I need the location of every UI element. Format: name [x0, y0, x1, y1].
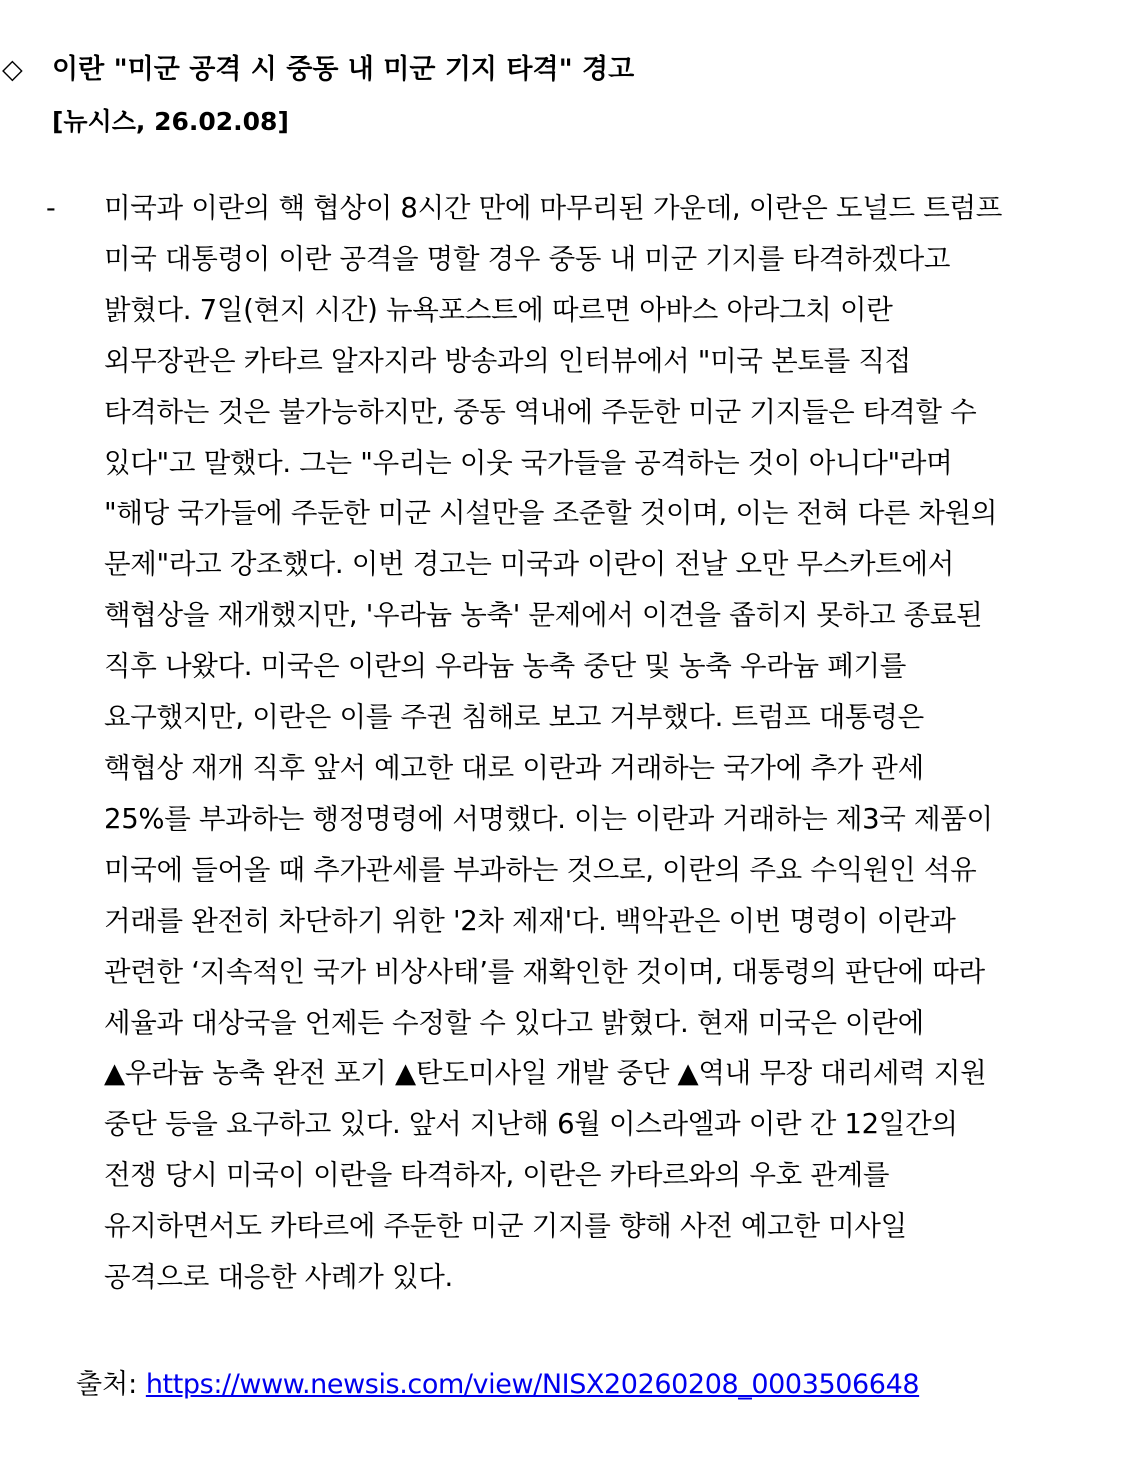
body-text-line: 전쟁 당시 미국이 이란을 타격하자, 이란은 카타르와의 우호 관계를	[104, 1159, 890, 1192]
body-text-line: 미국 대통령이 이란 공격을 명할 경우 중동 내 미군 기지를 타격하겠다고	[104, 242, 951, 275]
source-link[interactable]: https://www.newsis.com/view/NISX20260208_0003506648	[145, 1369, 920, 1400]
body-text-line: 중단 등을 요구하고 있다. 앞서 지난해 6월 이스라엘과 이란 간 12일간의	[104, 1108, 958, 1141]
body-text-line: 밝혔다. 7일(현지 시간) 뉴욕포스트에 따르면 아바스 아라그치 이란	[104, 293, 893, 326]
source-label: 출처:	[76, 1369, 146, 1400]
article-header	[0, 44, 1134, 148]
article-source-date: [뉴시스, 26.02.08]	[52, 107, 289, 136]
body-text-line: "해당 국가들에 주둔한 미군 시설만을 조준할 것이며, 이는 전혀 다른 차원의	[104, 497, 998, 530]
list-dash: -	[46, 193, 56, 224]
body-text-line: 세율과 대상국을 언제든 수정할 수 있다고 밝혔다. 현재 미국은 이란에	[104, 1006, 924, 1039]
article-title: 이란 "미군 공격 시 중동 내 미군 기지 타격" 경고	[52, 54, 635, 85]
body-text-line: 관련한 ‘지속적인 국가 비상사태’를 재확인한 것이며, 대통령의 판단에 따라	[104, 955, 985, 988]
source-footer	[76, 1363, 919, 1407]
body-text-line: 외무장관은 카타르 알자지라 방송과의 인터뷰에서 "미국 본토를 직접	[104, 344, 911, 377]
article-title-row	[0, 44, 1134, 96]
body-text-line: 25%를 부과하는 행정명령에 서명했다. 이는 이란과 거래하는 제3국 제품이	[104, 802, 993, 835]
diamond-bullet-icon: ◇	[2, 54, 23, 85]
body-text-line: 타격하는 것은 불가능하지만, 중동 역내에 주둔한 미군 기지들은 타격할 수	[104, 395, 977, 428]
body-text-line: 핵협상 재개 직후 앞서 예고한 대로 이란과 거래하는 국가에 추가 관세	[104, 751, 924, 784]
body-text-line: ▲우라늄 농축 완전 포기 ▲탄도미사일 개발 중단 ▲역내 무장 대리세력 지원	[104, 1057, 987, 1090]
body-text-line: 유지하면서도 카타르에 주둔한 미군 기지를 향해 사전 예고한 미사일	[104, 1210, 907, 1243]
body-text-line: 요구했지만, 이란은 이를 주권 침해로 보고 거부했다. 트럼프 대통령은	[104, 701, 924, 734]
body-text-line: 직후 나왔다. 미국은 이란의 우라늄 농축 중단 및 농축 우라늄 폐기를	[104, 650, 907, 683]
body-text-line: 공격으로 대응한 사례가 있다.	[104, 1261, 453, 1294]
body-text-line: 미국과 이란의 핵 협상이 8시간 만에 마무리된 가운데, 이란은 도널드 트럼프	[104, 192, 1003, 224]
body-text-line: 미국에 들어올 때 추가관세를 부과하는 것으로, 이란의 주요 수익원인 석유	[104, 853, 977, 886]
body-text-line: 핵협상을 재개했지만, '우라늄 농축' 문제에서 이견을 좁히지 못하고 종료된	[104, 599, 983, 632]
body-text-line: 있다"고 말했다. 그는 "우리는 이웃 국가들을 공격하는 것이 아니다"라며	[104, 446, 953, 479]
body-text-line: 거래를 완전히 차단하기 위한 '2차 제재'다. 백악관은 이번 명령이 이란과	[104, 904, 956, 937]
body-text-line: 문제"라고 강조했다. 이번 경고는 미국과 이란이 전날 오만 무스카트에서	[104, 548, 955, 581]
article-body-text	[104, 183, 1124, 1303]
